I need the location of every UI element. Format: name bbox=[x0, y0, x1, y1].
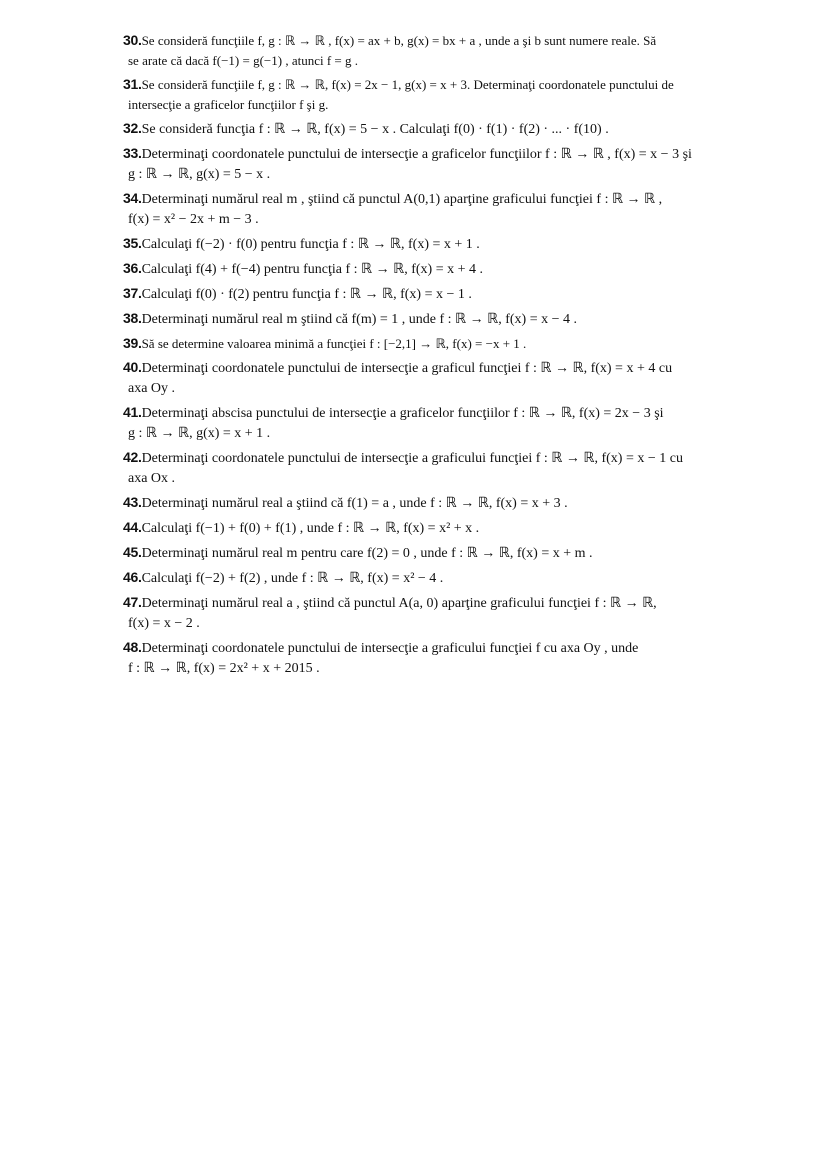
problem-text: Determinaţi coordonatele punctului de intersecţie a graficului funcţiei f : ℝ → ℝ, f(x) = x − 1 cu bbox=[141, 451, 683, 466]
problem-47 bbox=[123, 592, 785, 634]
problem-46 bbox=[123, 567, 785, 589]
problem-41 bbox=[123, 402, 785, 444]
problem-number: 46. bbox=[123, 569, 142, 585]
problem-45 bbox=[123, 542, 785, 564]
problem-text: Determinaţi numărul real m , ştiind că punctul A(0,1) aparţine graficului funcţiei f : ℝ → ℝ , bbox=[141, 192, 663, 207]
problem-38 bbox=[123, 308, 785, 330]
problem-number: 31. bbox=[123, 76, 142, 92]
problem-30 bbox=[123, 30, 785, 71]
problem-number: 30. bbox=[123, 32, 142, 48]
problem-text: Determinaţi coordonatele punctului de intersecţie a graficului funcţiei f cu axa Oy , unde bbox=[141, 641, 639, 656]
problem-number: 42. bbox=[123, 449, 142, 465]
problem-text: Calculaţi f(0) · f(2) pentru funcţia f : ℝ → ℝ, f(x) = x − 1 . bbox=[141, 287, 472, 302]
problem-36 bbox=[123, 258, 785, 280]
problem-33 bbox=[123, 143, 785, 185]
problem-text: Determinaţi numărul real m pentru care f(2) = 0 , unde f : ℝ → ℝ, f(x) = x + m . bbox=[141, 546, 593, 561]
problem-40 bbox=[123, 357, 785, 399]
problem-list bbox=[123, 30, 785, 682]
problem-text: Determinaţi numărul real a , ştiind că punctul A(a, 0) aparţine graficului funcţiei f : ℝ → ℝ, bbox=[141, 596, 657, 611]
problem-text: Calculaţi f(4) + f(−4) pentru funcţia f : ℝ → ℝ, f(x) = x + 4 . bbox=[141, 262, 484, 277]
problem-text-continued: se arate că dacă f(−1) = g(−1) , atunci f = g . bbox=[128, 53, 358, 68]
problem-37 bbox=[123, 283, 785, 305]
problem-text: Se consideră funcţiile f, g : ℝ → ℝ, f(x) = 2x − 1, g(x) = x + 3. Determinaţi coordonatele punctului de bbox=[141, 77, 674, 92]
problem-number: 32. bbox=[123, 120, 142, 136]
problem-34 bbox=[123, 188, 785, 230]
problem-text-continued: axa Oy . bbox=[128, 381, 176, 396]
problem-42 bbox=[123, 447, 785, 489]
problem-44 bbox=[123, 517, 785, 539]
problem-text-continued: axa Ox . bbox=[128, 471, 176, 486]
problem-text: Determinaţi numărul real a ştiind că f(1) = a , unde f : ℝ → ℝ, f(x) = x + 3 . bbox=[141, 496, 568, 511]
problem-text: Se consideră funcţia f : ℝ → ℝ, f(x) = 5 − x . Calculaţi f(0) · f(1) · f(2) · ... · f(10) . bbox=[141, 122, 609, 137]
problem-text-continued: g : ℝ → ℝ, g(x) = x + 1 . bbox=[128, 426, 271, 441]
problem-text-continued: f : ℝ → ℝ, f(x) = 2x² + x + 2015 . bbox=[128, 661, 320, 676]
problem-number: 41. bbox=[123, 404, 142, 420]
problem-number: 45. bbox=[123, 544, 142, 560]
problem-text: Să se determine valoarea minimă a funcţiei f : [−2,1] → ℝ, f(x) = −x + 1 . bbox=[141, 336, 527, 351]
problem-text: Calculaţi f(−1) + f(0) + f(1) , unde f : ℝ → ℝ, f(x) = x² + x . bbox=[141, 521, 480, 536]
problem-text: Calculaţi f(−2) · f(0) pentru funcţia f : ℝ → ℝ, f(x) = x + 1 . bbox=[141, 237, 480, 252]
problem-text: Determinaţi coordonatele punctului de intersecţie a graficelor funcţiilor f : ℝ → ℝ , f(x) = x − 3 şi bbox=[141, 147, 692, 162]
problem-number: 37. bbox=[123, 285, 142, 301]
problem-32 bbox=[123, 118, 785, 140]
problem-number: 34. bbox=[123, 190, 142, 206]
problem-text: Se consideră funcţiile f, g : ℝ → ℝ , f(x) = ax + b, g(x) = bx + a , unde a şi b sunt numere reale. Să bbox=[141, 33, 657, 48]
problem-text-continued: intersecţie a graficelor funcţiilor f şi g. bbox=[128, 97, 329, 112]
problem-text-continued: f(x) = x − 2 . bbox=[128, 616, 200, 631]
problem-number: 44. bbox=[123, 519, 142, 535]
problem-text-continued: g : ℝ → ℝ, g(x) = 5 − x . bbox=[128, 167, 271, 182]
problem-text: Determinaţi coordonatele punctului de intersecţie a graficul funcţiei f : ℝ → ℝ, f(x) = x + 4 cu bbox=[141, 361, 673, 376]
problem-text: Calculaţi f(−2) + f(2) , unde f : ℝ → ℝ, f(x) = x² − 4 . bbox=[141, 571, 444, 586]
problem-number: 33. bbox=[123, 145, 142, 161]
problem-text-continued: f(x) = x² − 2x + m − 3 . bbox=[128, 212, 259, 227]
problem-number: 36. bbox=[123, 260, 142, 276]
problem-31 bbox=[123, 74, 785, 115]
problem-number: 48. bbox=[123, 639, 142, 655]
problem-text: Determinaţi numărul real m ştiind că f(m) = 1 , unde f : ℝ → ℝ, f(x) = x − 4 . bbox=[141, 312, 577, 327]
problem-number: 39. bbox=[123, 335, 142, 351]
problem-text: Determinaţi abscisa punctului de intersecţie a graficelor funcţiilor f : ℝ → ℝ, f(x) = 2x − 3 şi bbox=[141, 406, 664, 421]
problem-39 bbox=[123, 333, 785, 354]
problem-43 bbox=[123, 492, 785, 514]
problem-48 bbox=[123, 637, 785, 679]
problem-number: 43. bbox=[123, 494, 142, 510]
problem-35 bbox=[123, 233, 785, 255]
problem-number: 47. bbox=[123, 594, 142, 610]
problem-number: 40. bbox=[123, 359, 142, 375]
problem-number: 35. bbox=[123, 235, 142, 251]
problem-number: 38. bbox=[123, 310, 142, 326]
